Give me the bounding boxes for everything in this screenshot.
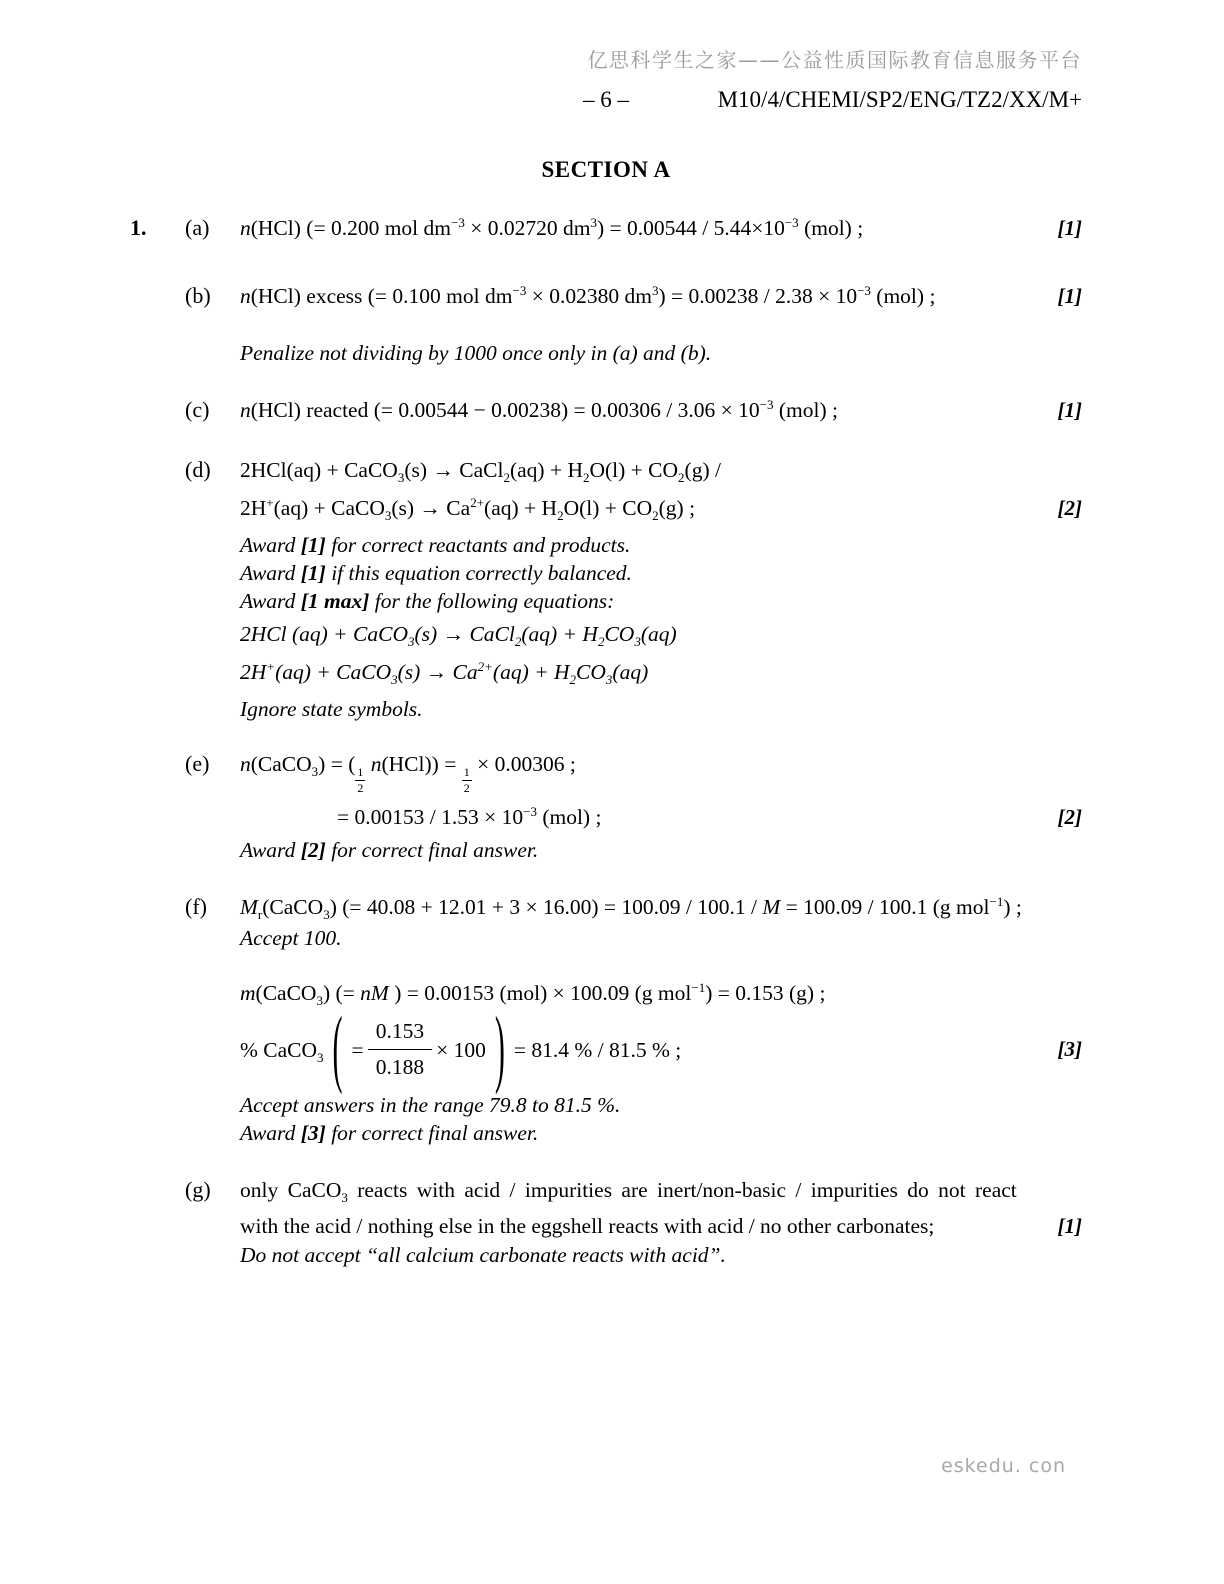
part-d-note-4: Ignore state symbols. [240, 697, 423, 721]
part-f-row-2 [130, 978, 1082, 1008]
part-b-note: Penalize not dividing by 1000 once only in (a) and (b). [240, 341, 712, 365]
part-d-note-2: Award [1] if this equation correctly balanced. [240, 561, 632, 585]
part-e-label: (e) [185, 751, 210, 776]
part-f-label: (f) [185, 894, 207, 920]
percent-result: = 81.4 % / 81.5 % ; [513, 1037, 682, 1062]
part-a-label: (a) [185, 215, 210, 240]
part-g-mark: [1] [1057, 1213, 1082, 1238]
page-header [130, 87, 1082, 119]
part-g-row-2 [130, 1211, 1082, 1241]
part-f-line-1: $M_r(CaCO_3)$ (= 40.08 + 12.01 + 3 × 16.00) = 100.09 / 100.1 / M = 100.09 / 100.1 (g mol$^{-1}$) ; [240, 894, 1022, 923]
part-c-row [130, 395, 1082, 425]
percent-times: × 100 [436, 1037, 486, 1062]
footer-watermark: eskedu. con [941, 1455, 1066, 1477]
part-a-formula: n(HCl) (= 0.200 mol $dm^{-3} \times 0.02720$ $dm^3) = 0.00544 / 5.44\times 10^{-3}$ (mol) ; [240, 215, 864, 240]
part-d-row [130, 455, 1082, 485]
part-d-row-2 [130, 493, 1082, 523]
part-d-note-1: Award [1] for correct reactants and products. [240, 533, 631, 557]
question-number: 1. [130, 215, 147, 240]
part-a-mark: [1] [1057, 216, 1082, 240]
part-e-note: Award [2] for correct final answer. [240, 838, 539, 863]
part-b-formula: n(HCl) excess (= 0.100 mol $dm^{-3} \times 0.02380$ $dm^3) = 0.00238 / 2.38 \times 10^{-3}$ (mol) ; [240, 283, 936, 308]
part-f-note-3: Award [3] for correct final answer. [240, 1120, 539, 1145]
part-d-alt-equation-2-row [130, 657, 1082, 687]
part-f-note-2: Accept answers in the range 79.8 to 81.5 %. [240, 1092, 621, 1117]
part-g-line-2: with the acid / nothing else in the eggshell reacts with acid / no other carbonates; [240, 1213, 935, 1238]
part-c-formula: n(HCl) reacted (= $0.00544 - 0.00238) = 0.00306 / 3.06 \times 10^{-3}$ (mol) ; [240, 397, 838, 422]
part-f-note-1-row [130, 924, 1082, 952]
part-f-note-1: Accept 100. [240, 926, 342, 951]
part-c-mark: [1] [1057, 398, 1082, 422]
part-d-alt-equation-1: 2HCl (aq) + CaCO$_3$(s) → CaCl$_2$(aq) + $H_2CO_3(aq)$ [240, 622, 677, 649]
part-e-row-2 [130, 802, 1082, 832]
part-d-mark: [2] [1057, 496, 1082, 520]
part-d-note-4-row [130, 695, 1082, 723]
part-d-label: (d) [185, 457, 211, 482]
part-g-label: (g) [185, 1176, 211, 1202]
part-b-label: (b) [185, 283, 211, 308]
part-d-alt-equation-2: 2H+(aq) + CaCO$_3$(s) → $Ca^{2+}(aq) + H_2CO_3(aq)$ [240, 659, 649, 687]
part-g-note-row [130, 1241, 1082, 1269]
part-c-label: (c) [185, 397, 210, 422]
part-d-note-3: Award [1 max] for the following equations: [240, 589, 615, 613]
part-e-row [130, 749, 1082, 794]
part-b-row [130, 281, 1082, 311]
percent-prefix: % CaCO$_3$ [240, 1037, 324, 1065]
part-g-row [130, 1175, 1082, 1205]
part-d-equation-1: 2HCl(aq) + CaCO$_3$(s) → CaCl$_2$(aq) + $H_2O(l) + CO_2(g)$ / [240, 458, 721, 485]
part-d-equation-2: 2H+(aq) + CaCO$_3$(s) → $Ca^{2+}(aq) + H_2O(l) + CO_2(g)$ ; [240, 495, 696, 523]
page-number: – 6 – [583, 87, 629, 112]
part-e-mark: [2] [1057, 805, 1082, 830]
part-f-row [130, 892, 1082, 922]
part-d-note-2-row [130, 559, 1082, 587]
fraction-denominator: 0.188 [375, 1055, 425, 1080]
part-f-percent-row [130, 1000, 1082, 1096]
part-f-mark: [3] [1057, 1037, 1082, 1062]
percent-formula [240, 1000, 682, 1096]
part-b-note-row [130, 339, 1082, 367]
close-paren: ) [494, 1000, 505, 1096]
paper-code: M10/4/CHEMI/SP2/ENG/TZ2/XX/M+ [717, 87, 1082, 112]
fraction-numerator: 0.153 [368, 1018, 432, 1050]
fraction [368, 1018, 432, 1081]
part-f-note-2-row [130, 1091, 1082, 1119]
part-g-line-1: only CaCO$_3$ reacts with acid / impurities are inert/non-basic / impurities do not react [240, 1177, 1017, 1205]
part-d-note-3-row [130, 587, 1082, 615]
part-f-line-2: m(CaCO$_3$) (= nM ) = 0.00153 (mol) × 100.09 (g mol$^{-1}$) = 0.153 (g) ; [240, 980, 826, 1009]
percent-equals: = [351, 1037, 364, 1062]
part-a-row [130, 213, 1082, 243]
header-watermark: 亿思科学生之家——公益性质国际教育信息服务平台 [587, 48, 1082, 72]
part-e-line-2: = $0.00153 / 1.53 \times 10^{-3}$ (mol) ; [337, 804, 602, 830]
section-title: SECTION A [541, 157, 671, 182]
part-d-note-1-row [130, 531, 1082, 559]
part-g-note: Do not accept “all calcium carbonate reacts with acid”. [240, 1242, 726, 1267]
part-f-note-3-row [130, 1119, 1082, 1147]
part-e-note-row [130, 836, 1082, 864]
part-b-mark: [1] [1057, 284, 1082, 308]
part-e-line-1: n(CaCO$_3$) = ( $\frac{1}{2}$ n(HCl)) = $\frac{1}{2}$ × 0.00306 ; [240, 752, 576, 795]
open-paren: ( [332, 1000, 343, 1096]
part-d-alt-equation-1-row [130, 619, 1082, 649]
